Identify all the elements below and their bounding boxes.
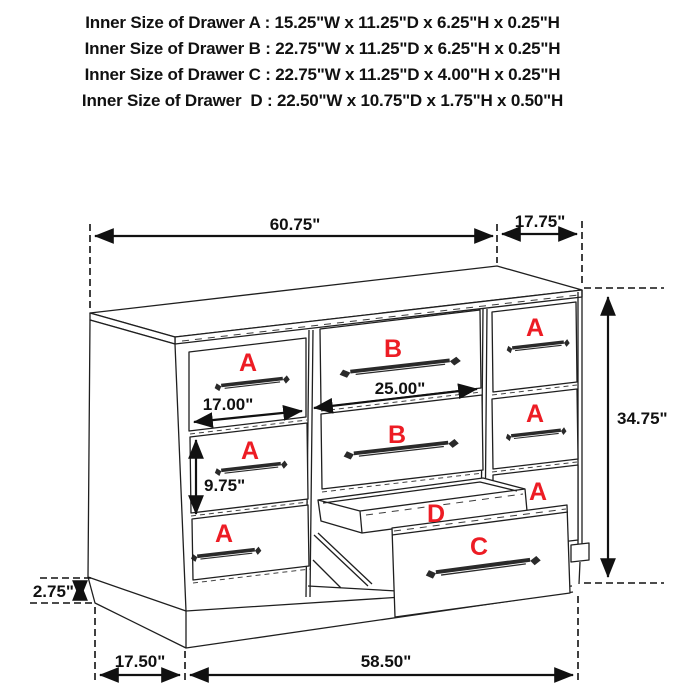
- spec-line-drawer-a: Inner Size of Drawer A : 15.25"W x 11.25"D x 6.25"H x 0.25"H: [85, 13, 560, 32]
- drawer-letter-c: C: [469, 533, 489, 561]
- drawer-letter-a-left-3: A: [214, 520, 234, 548]
- dim-cabinet-height-label: 34.75": [617, 409, 668, 428]
- dim-base-width: [190, 596, 578, 684]
- dim-base-height-label: 2.75": [32, 582, 74, 601]
- cavity-slide-rails: [308, 533, 397, 591]
- drawer-letter-a-left-1: A: [238, 349, 258, 377]
- dim-drawer-a-face-width-label: 17.00": [202, 395, 254, 414]
- drawer-letter-a-right-2: A: [525, 400, 545, 428]
- dim-base-height: [30, 578, 94, 603]
- dim-base-depth: [95, 607, 185, 684]
- dim-base-depth-label: 17.50": [114, 652, 166, 671]
- spec-line-drawer-d: Inner Size of Drawer D : 22.50"W x 10.75"D x 1.75"H x 0.50"H: [81, 91, 564, 110]
- dim-cabinet-top-width-label: 60.75": [269, 215, 321, 234]
- cabinet-left-panel: [88, 320, 186, 611]
- drawer-letter-a-right-1: A: [525, 314, 545, 342]
- drawer-letter-d: D: [426, 500, 446, 528]
- right-edge-bracket: [571, 543, 589, 562]
- drawer-face-a-left-3: [192, 505, 309, 580]
- spec-line-drawer-c: Inner Size of Drawer C : 22.75"W x 11.25"D x 4.00"H x 0.25"H: [84, 65, 561, 84]
- drawer-letter-b-1: B: [383, 335, 403, 363]
- drawer-letter-a-right-3: A: [528, 478, 548, 506]
- spec-line-drawer-b: Inner Size of Drawer B : 22.75"W x 11.25"D x 6.25"H x 0.25"H: [84, 39, 561, 58]
- dim-base-width-label: 58.50": [360, 652, 412, 671]
- drawer-letter-b-2: B: [387, 421, 407, 449]
- dim-cabinet-height: [584, 288, 668, 583]
- dim-cabinet-top-depth-label: 17.75": [514, 212, 566, 231]
- dim-drawer-b-face-width-label: 25.00": [374, 379, 426, 398]
- dim-drawer-a-face-height-label: 9.75": [204, 476, 246, 495]
- drawer-letter-a-left-2: A: [240, 437, 260, 465]
